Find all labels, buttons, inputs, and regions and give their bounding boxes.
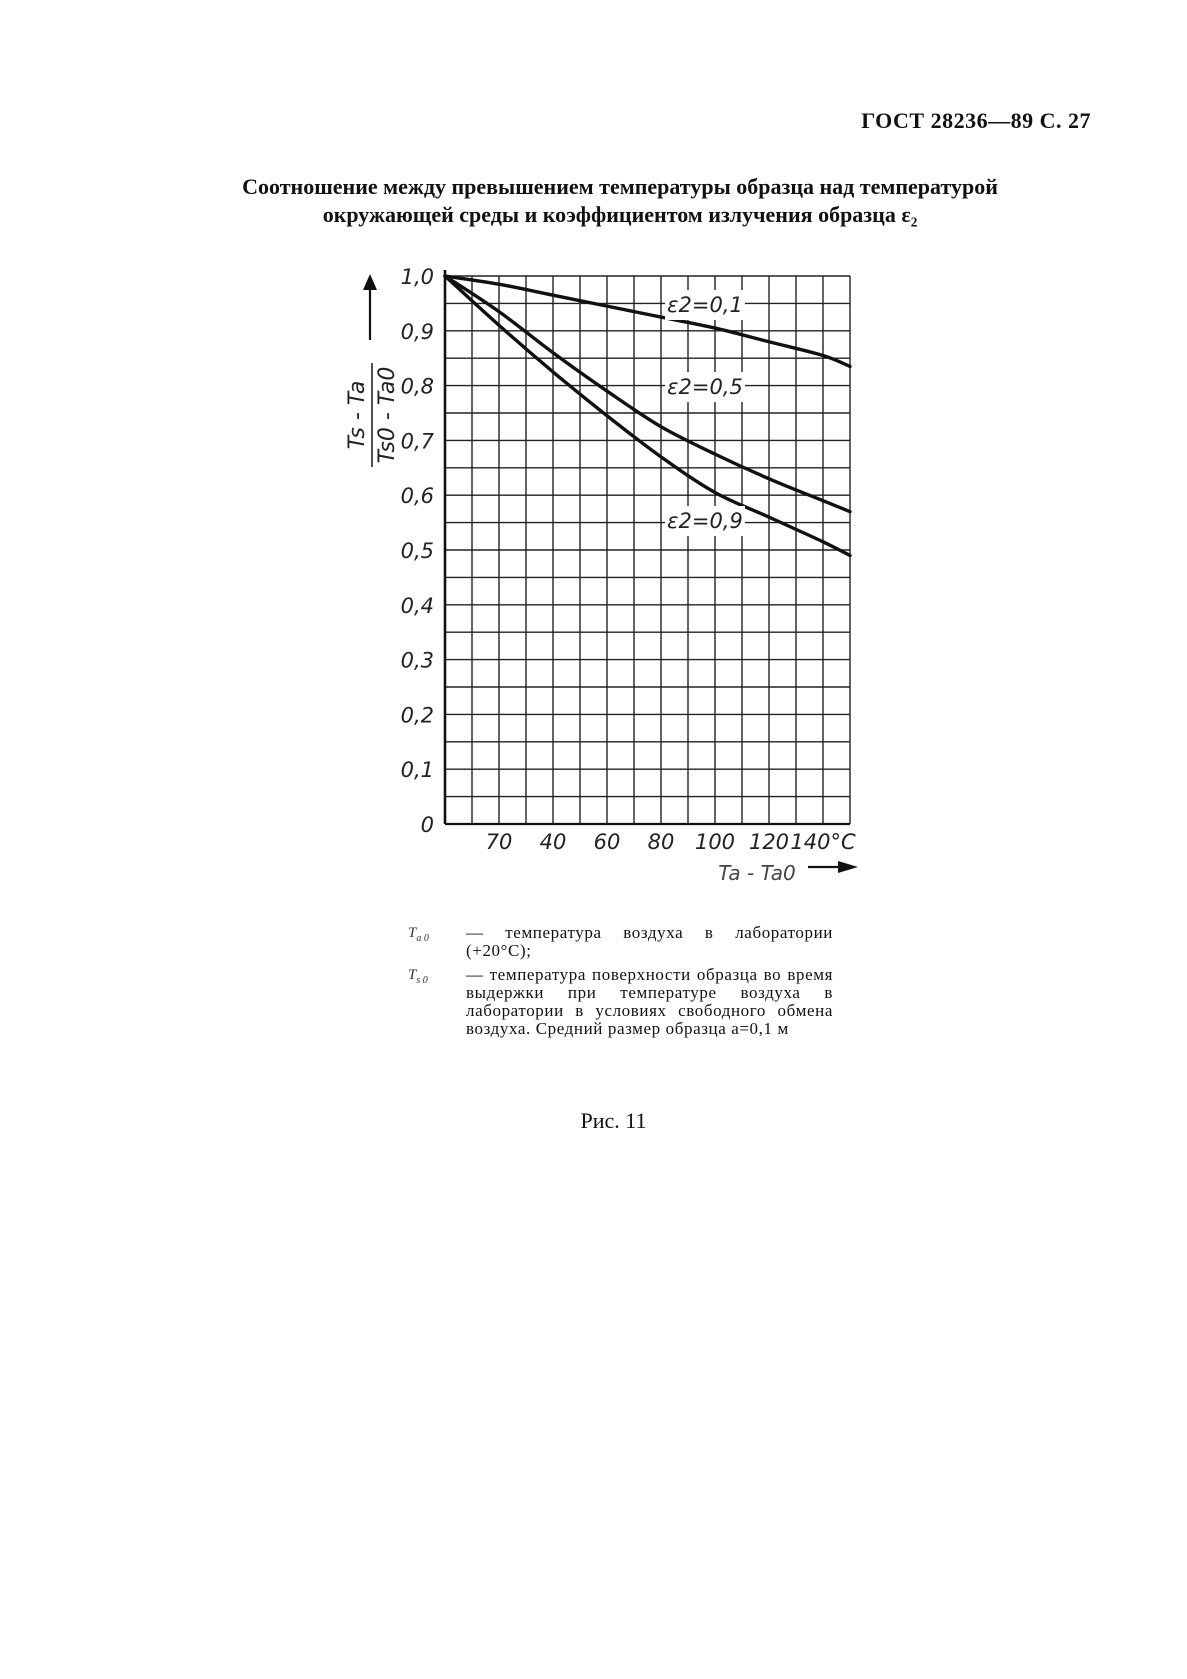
y-arrow-head xyxy=(363,274,377,290)
x-tick-label: 60 xyxy=(593,830,621,854)
series-line xyxy=(445,276,850,512)
x-tick-label: 140°C xyxy=(790,830,856,854)
legend-text-ta0: — температура воздуха в лаборатории (+20°С); xyxy=(466,923,833,960)
series-label: ε2=0,5 xyxy=(667,375,743,399)
y-tick-label: 0,9 xyxy=(400,319,434,344)
chart-curves xyxy=(445,276,850,555)
y-tick-label: 0,5 xyxy=(400,539,434,563)
legend-symbol-ts0: $T_{s 0}$ xyxy=(408,967,428,986)
y-label-numerator: Ts - Ta xyxy=(345,380,370,450)
series-label: ε2=0,1 xyxy=(667,293,743,317)
x-tick-label: 100 xyxy=(694,830,736,854)
legend xyxy=(408,924,833,1038)
figure-caption: Рис. 11 xyxy=(580,1108,647,1133)
x-arrow-head xyxy=(838,861,858,873)
chart-axes xyxy=(363,270,858,873)
x-tick-label: 70 xyxy=(485,830,513,854)
y-label-denominator: Ts0 - Ta0 xyxy=(375,366,400,464)
legend-symbol-ta0: $T_{a 0}$ xyxy=(408,925,429,944)
y-tick-label: 0,8 xyxy=(400,374,434,399)
y-tick-label: 0,6 xyxy=(400,484,434,509)
legend-row-ts0 xyxy=(408,966,833,1038)
title-line-2: окружающей среды и коэффициентом излучения образца ε₂ xyxy=(322,202,918,227)
y-tick-label: 0,7 xyxy=(400,429,434,454)
chart-grid xyxy=(445,276,850,824)
x-tick-label: 120 xyxy=(748,830,790,854)
y-tick-label: 1,0 xyxy=(400,265,434,289)
y-tick-label: 0,2 xyxy=(400,703,434,728)
legend-text-ts0: — температура поверхности образца во время выдержки при температуре воздуха в лаборатории в условиях свободного обмена воздуха. Средний размер образца a=0,1 м xyxy=(466,965,833,1038)
title-line-1: Соотношение между превышением температуры образца над температурой xyxy=(242,174,998,199)
y-tick-label: 0,3 xyxy=(400,648,434,673)
y-tick-label: 0,4 xyxy=(400,593,434,618)
x-tick-label: 80 xyxy=(647,830,675,854)
legend-row-ta0 xyxy=(408,924,833,960)
series-line xyxy=(445,276,850,366)
y-tick-label: 0,1 xyxy=(400,758,434,783)
x-tick-label: 40 xyxy=(539,830,567,854)
series-label: ε2=0,9 xyxy=(667,509,743,533)
y-axis-label xyxy=(345,363,400,467)
x-axis-label: Ta - Ta0 xyxy=(718,861,796,885)
y-tick-label: 0 xyxy=(420,813,434,837)
page-header: ГОСТ 28236—89 С. 27 xyxy=(861,108,1091,133)
